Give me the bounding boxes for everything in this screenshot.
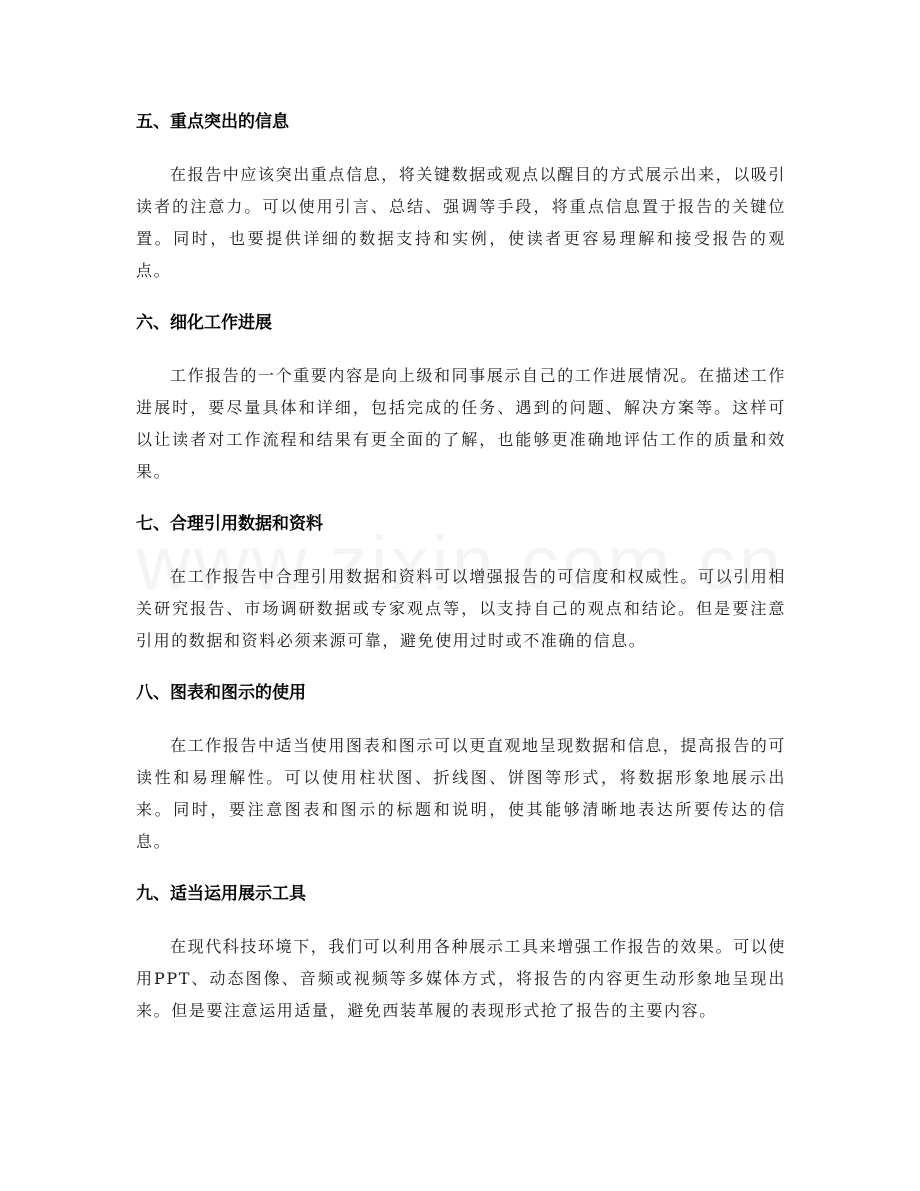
document-body: [136, 106, 786, 1047]
section-6: [136, 307, 786, 488]
section-7: [136, 508, 786, 657]
section-heading: 七、合理引用数据和资料: [136, 514, 323, 534]
section-heading: 八、图表和图示的使用: [136, 683, 306, 703]
section-heading: 九、适当运用展示工具: [136, 884, 306, 904]
section-paragraph: 工作报告的一个重要内容是向上级和同事展示自己的工作进展情况。在描述工作进展时，要尽量具体和详细，包括完成的任务、遇到的问题、解决方案等。这样可以让读者对工作流程和结果有更全面的了解，也能够更准确地评估工作的质量和效果。: [136, 366, 787, 481]
section-paragraph: 在报告中应该突出重点信息，将关键数据或观点以醒目的方式展示出来，以吸引读者的注意力。可以使用引言、总结、强调等手段，将重点信息置于报告的关键位置。同时，也要提供详细的数据支持和实例，使读者更容易理解和接受报告的观点。: [136, 165, 787, 280]
section-paragraph: 在现代科技环境下，我们可以利用各种展示工具来增强工作报告的效果。可以使用PPT、动态图像、音频或视频等多媒体方式，将报告的内容更生动形象地呈现出来。但是要注意运用适量，避免西装革履的表现形式抢了报告的主要内容。: [136, 937, 787, 1020]
section-9: [136, 878, 786, 1027]
section-8: [136, 677, 786, 858]
section-5: [136, 106, 786, 287]
section-paragraph: 在工作报告中合理引用数据和资料可以增强报告的可信度和权威性。可以引用相关研究报告、市场调研数据或专家观点等，以支持自己的观点和结论。但是要注意引用的数据和资料必须来源可靠，避免使用过时或不准确的信息。: [136, 567, 787, 650]
section-heading: 六、细化工作进展: [136, 313, 272, 333]
section-heading: 五、重点突出的信息: [136, 112, 289, 132]
section-paragraph: 在工作报告中适当使用图表和图示可以更直观地呈现数据和信息，提高报告的可读性和易理解性。可以使用柱状图、折线图、饼图等形式，将数据形象地展示出来。同时，要注意图表和图示的标题和说明，使其能够清晰地表达所要传达的信息。: [136, 736, 787, 851]
